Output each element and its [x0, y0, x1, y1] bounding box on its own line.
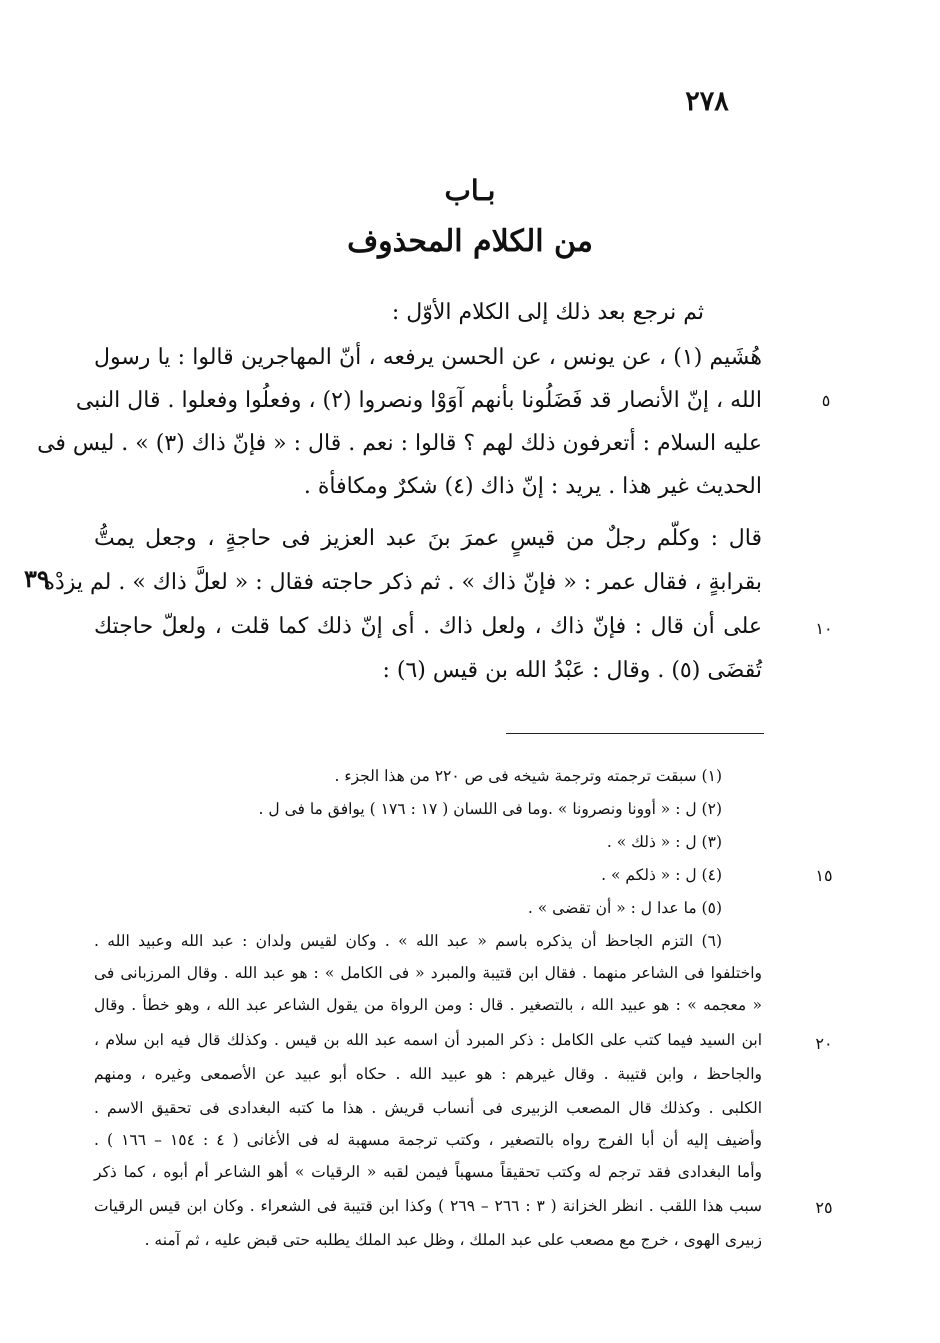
- footnote-continuation: سبب هذا اللقب . انظر الخزانة ( ٣ : ٢٦٦ – ٢٦٩ ) وكذا ابن قتيبة فى الشعراء . وكان ابن قيس الرقيات: [94, 1197, 762, 1215]
- chapter-subheading: من الكلام المحذوف: [347, 224, 593, 259]
- body-line: ثم نرجع بعد ذلك إلى الكلام الأوّل :: [391, 300, 704, 325]
- footnote: (٦) التزم الجاحظ أن يذكره باسم « عبد الله » . وكان لقيس ولدان : عبد الله وعبيد الله .: [94, 932, 722, 950]
- footnote-continuation: وأضيف إليه أن أبا الفرج رواه بالتصغير ، وكتب ترجمة مسهبة له فى الأغانى ( ٤ : ١٥٤ – ١٦٦ ) .: [94, 1131, 762, 1149]
- line-number-20: ٢٠: [815, 1034, 833, 1053]
- line-number-15: ١٥: [815, 866, 833, 885]
- body-line: على أن قال : فإنّ ذاك ، ولعل ذاك . أى إنّ ذلك كما قلت ، ولعلّ حاجتك: [94, 614, 762, 639]
- footnote: (١) سبقت ترجمته وترجمة شيخه فى ص ٢٢٠ من هذا الجزء .: [334, 767, 722, 785]
- page-number: ٢٧٨: [685, 86, 729, 117]
- footnote-continuation: زبيرى الهوى ، خرج مع مصعب على عبد الملك ، وظل عبد الملك يطلبه حتى قبض عليه ، ثم آمنه .: [144, 1231, 762, 1249]
- footnote-continuation: والجاحظ ، وابن قتيبة . وقال غيرهم : هو عبيد الله . حكاه أبو عبيد عن الأصمعى وغيره ، ومنهم: [94, 1065, 762, 1083]
- body-line: الحديث غير هذا . يريد : إنّ ذاك (٤) شكرٌ ومكافأة .: [303, 474, 762, 499]
- footnote: (٢) ل : « أوونا ونصرونا » .وما فى اللسان ( ١٧ : ١٧٦ ) يوافق ما فى ل .: [258, 800, 722, 818]
- body-line: قال : وكلّم رجلٌ من قيسٍ عمرَ بنَ عبد العزيز فى حاجةٍ ، وجعل يمتُّ: [94, 526, 762, 551]
- footnote: (٥) ما عدا ل : « أن تقضى » .: [527, 899, 722, 917]
- footnote-continuation: « معجمه » : هو عبيد الله ، بالتصغير . قال : ومن الرواة من يقول الشاعر عبد الله ، وهو خطأ . وقال: [94, 996, 762, 1014]
- footnote-continuation: الكلبى . وكذلك قال المصعب الزبيرى فى أنساب قريش . هذا ما كتبه البغدادى فى تحقيق الاسم .: [94, 1099, 762, 1117]
- line-number-5: ٥: [821, 391, 831, 410]
- body-line: هُشَيم (١) ، عن يونس ، عن الحسن يرفعه ، أنّ المهاجرين قالوا : يا رسول: [94, 345, 762, 370]
- original-folio-number: ٣٩: [24, 564, 50, 593]
- line-number-10: ١٠: [815, 619, 833, 638]
- chapter-heading: بـاب: [444, 174, 496, 207]
- footnote-continuation: واختلفوا فى الشاعر منهما . فقال ابن قتيبة والمبرد « فى الكامل » : هو عبد الله . وقال المرزبانى فى: [94, 964, 762, 982]
- footnote-separator: [506, 733, 764, 734]
- footnote: (٤) ل : « ذلكم » .: [601, 866, 722, 884]
- body-line: تُقضَى (٥) . وقال : عَبْدُ الله بن قيس (٦) :: [382, 658, 762, 683]
- body-line: بقرابةٍ ، فقال عمر : « فإنّ ذاك » . ثم ذكر حاجته فقال : « لعلَّ ذاك » . لم يزدْه: [43, 570, 762, 595]
- body-line: الله ، إنّ الأنصار قد فَضَلُونا بأنهم آوَوْا ونصروا (٢) ، وفعلُوا وفعلوا . قال النبى: [75, 388, 762, 413]
- footnote-continuation: ابن السيد فيما كتب على الكامل : ذكر المبرد أن اسمه عبد الله بن قيس . وكذلك قال فيه ابن سلام ،: [94, 1031, 762, 1049]
- footnote: (٣) ل : « ذلك » .: [606, 833, 722, 851]
- line-number-25: ٢٥: [815, 1198, 833, 1217]
- footnote-continuation: وأما البغدادى فقد ترجم له وكتب تحقيقاً مسهباً فيمن لقبه « الرقيات » أهو الشاعر أم أبوه ، كما ذكر: [94, 1163, 762, 1181]
- body-line: عليه السلام : أتعرفون ذلك لهم ؟ قالوا : نعم . قال : « فإنّ ذاك (٣) » . ليس فى: [37, 431, 762, 456]
